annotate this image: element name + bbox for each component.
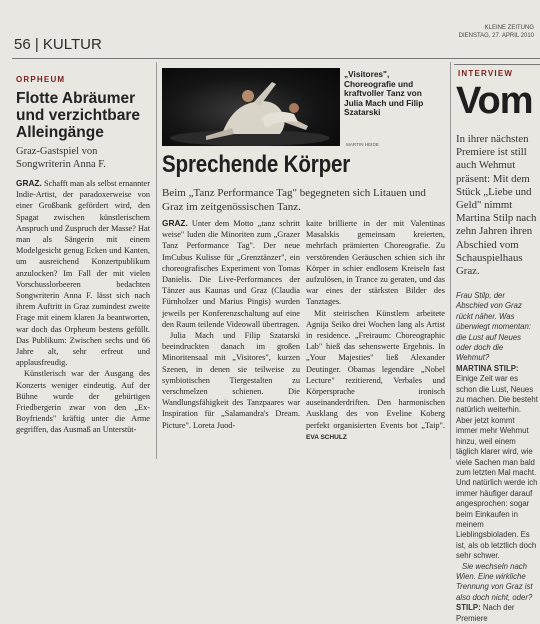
left-headline: Flotte Abräumer und verzichtbare Alleingänge xyxy=(16,90,141,141)
answer-2-speaker: STILP: xyxy=(456,603,481,613)
dancers-illustration xyxy=(162,68,340,146)
left-body-text: Schafft man als selbst ernannter Indie-Artist, der paradoxerweise von einer Großbank gefördert wird, den Spagat zwischen künstlerischem Anspruch und Zuspruch der Masse? Hat man als Sängerin mit einem Modelgesicht genug Ecken und Kanten, um ausreichend Konzertpublikum anzulocken? Im Fall der mit vielen Vorschusslorbeeren bedachten Songwriterin Anna F. lässt sich nach ihrem Auftritt in Graz zumindest zweite Frage mit einem klaren Ja beantworten, war doch das Orpheum bestens gefüllt. Das Publikum: Zwischen sechs und 66 Jahre alt, sehr erfreut und applausfreudig. xyxy=(16,179,150,368)
center-dateline: GRAZ. xyxy=(162,218,188,228)
center-col-1 xyxy=(162,218,300,431)
right-intro: In ihrer nächsten Premiere ist still auch Wehmut präsent: Mit dem Stück „Liebe und Geld" nimmt Martina Stilp nach zehn Jahren ihren Abschied vom Schauspielhaus Graz. xyxy=(456,133,537,278)
center-col-2 xyxy=(306,218,445,443)
answer-1-speaker: MARTINA STILP: xyxy=(456,363,519,373)
column-divider xyxy=(450,62,451,459)
right-top-rule xyxy=(454,64,540,65)
answer-2: Nach der Premiere xyxy=(456,603,515,623)
right-interview xyxy=(456,291,538,624)
column-divider xyxy=(156,62,157,459)
left-subhead: Graz-Gastspiel von Songwriterin Anna F. xyxy=(16,146,106,170)
question-2: Sie wechseln nach Wien. Eine wirkliche Trennung von Graz ist also doch nicht, oder? xyxy=(456,561,533,602)
newspaper-masthead xyxy=(459,24,534,40)
issue-date: DIENSTAG, 27. APRIL 2010 xyxy=(458,33,534,39)
center-col-2-text: kaite brillierte in der mit Valentinas Masalskis gemeinsam kreierten, mehrfach prämierten Choreografie. Zu verstörenden Geräuschen schien sich ihr Körper in schier endlosem Kreiseln fast aufzulösen, in Trance zu geraten, und das war eines der stärksten Bilder des Tanztages. xyxy=(306,219,445,307)
page-header: 56 | KULTUR xyxy=(14,36,102,53)
question-1: Frau Stilp, der Abschied von Graz rückt näher. Was überwiegt momentan: die Lust auf Neues oder doch die Wehmut? xyxy=(456,291,531,363)
center-col-1-text: Unter dem Motto „tanz schritt weise" luden die Minoriten zum „Grazer Tanz Performance Tag". Der neue ImCubus Kulisse für „Grenztänzer", ein choreografisches Experiment von Tomas Danielis. Die Live-Performances der Tänzer aus Kaunas und Graz (Claudia Fürnholzer und Marius Pingis) wurden jeweils per Konferenzschaltung auf eine den Raum teilende Videowall übertragen. xyxy=(162,219,301,329)
section-name: KULTUR xyxy=(42,36,102,53)
left-body xyxy=(16,178,150,436)
dance-photo xyxy=(162,68,340,146)
header-rule xyxy=(12,58,540,59)
photo-credit: MARTIN HEIDE xyxy=(346,142,379,147)
right-kicker: INTERVIEW xyxy=(458,69,514,78)
left-dateline: GRAZ. xyxy=(16,178,42,188)
left-body-text-2: Künstlerisch war der Ausgang des Konzerts weniger eindeutig. Auf der Bühne wurde der gebürtigen Friedbergerin zwar von den „Ex-Boyfriends" kräftig unter die Arme gegriffen, das Ausmaß an Unterstüt- xyxy=(16,369,150,435)
center-headline: Sprechende Körper xyxy=(162,151,351,178)
author-signature: EVA SCHULZ xyxy=(306,433,347,441)
center-col-2-text-2: Mit steirischen Künstlern arbeitete Agnija Seiko drei Wochen lang als Artist in residence. „Freiraum: Choreographic Lab" hieß das sehenswerte Ergebnis. In „Your Majesties" ließ Alexander Deutinger. Obamas legendäre „Nobel Lecture" rezitierend, Verbales und Körpersprache ironisch auseinanderdriften. Den harmonischen Ausklang des von Eveline Koberg perfekt organisierten Events bot „Taip". xyxy=(306,308,445,430)
photo-caption: „Visitores", Choreografie und kraftvoller Tanz von Julia Mach und Filip Szatarski xyxy=(344,69,424,118)
newspaper-name: KLEINE ZEITUNG xyxy=(484,25,534,31)
center-deck: Beim „Tanz Performance Tag" begegneten sich Litauen und Graz im zeitgenössischen Tanz. xyxy=(162,187,426,213)
center-col-1-text-2: Julia Mach und Filip Szatarski beeindruckten danach im großen Minoritensaal mit „Visitores", kurzen Szenen, in denen sie teilweise zu symbiotischen Tiergestalten zu verschmelzen schienen. Die Wandlungsfähigkeit des Tanzpaares war Inspiration für „Salamandra's Dream. Picture". Loreta Juod- xyxy=(162,331,300,430)
right-headline: Vom xyxy=(456,80,533,122)
left-kicker: ORPHEUM xyxy=(16,75,66,84)
page-number: 56 xyxy=(14,36,31,53)
answer-1: Einige Zeit war es schon die Lust, Neues zu machen. Die besteht natürlich weiterhin. Aber jetzt kommt immer mehr Wehmut hinzu, weil einem täglich klarer wird, wie viele Sachen man bald zum letzten Mal macht. Und natürlich werde ich immer häufiger darauf angesprochen: sogar beim Einkaufen in meinem Lieblingsbioladen. Es ist, als ob letztlich doch sehr schwer. xyxy=(456,374,538,561)
